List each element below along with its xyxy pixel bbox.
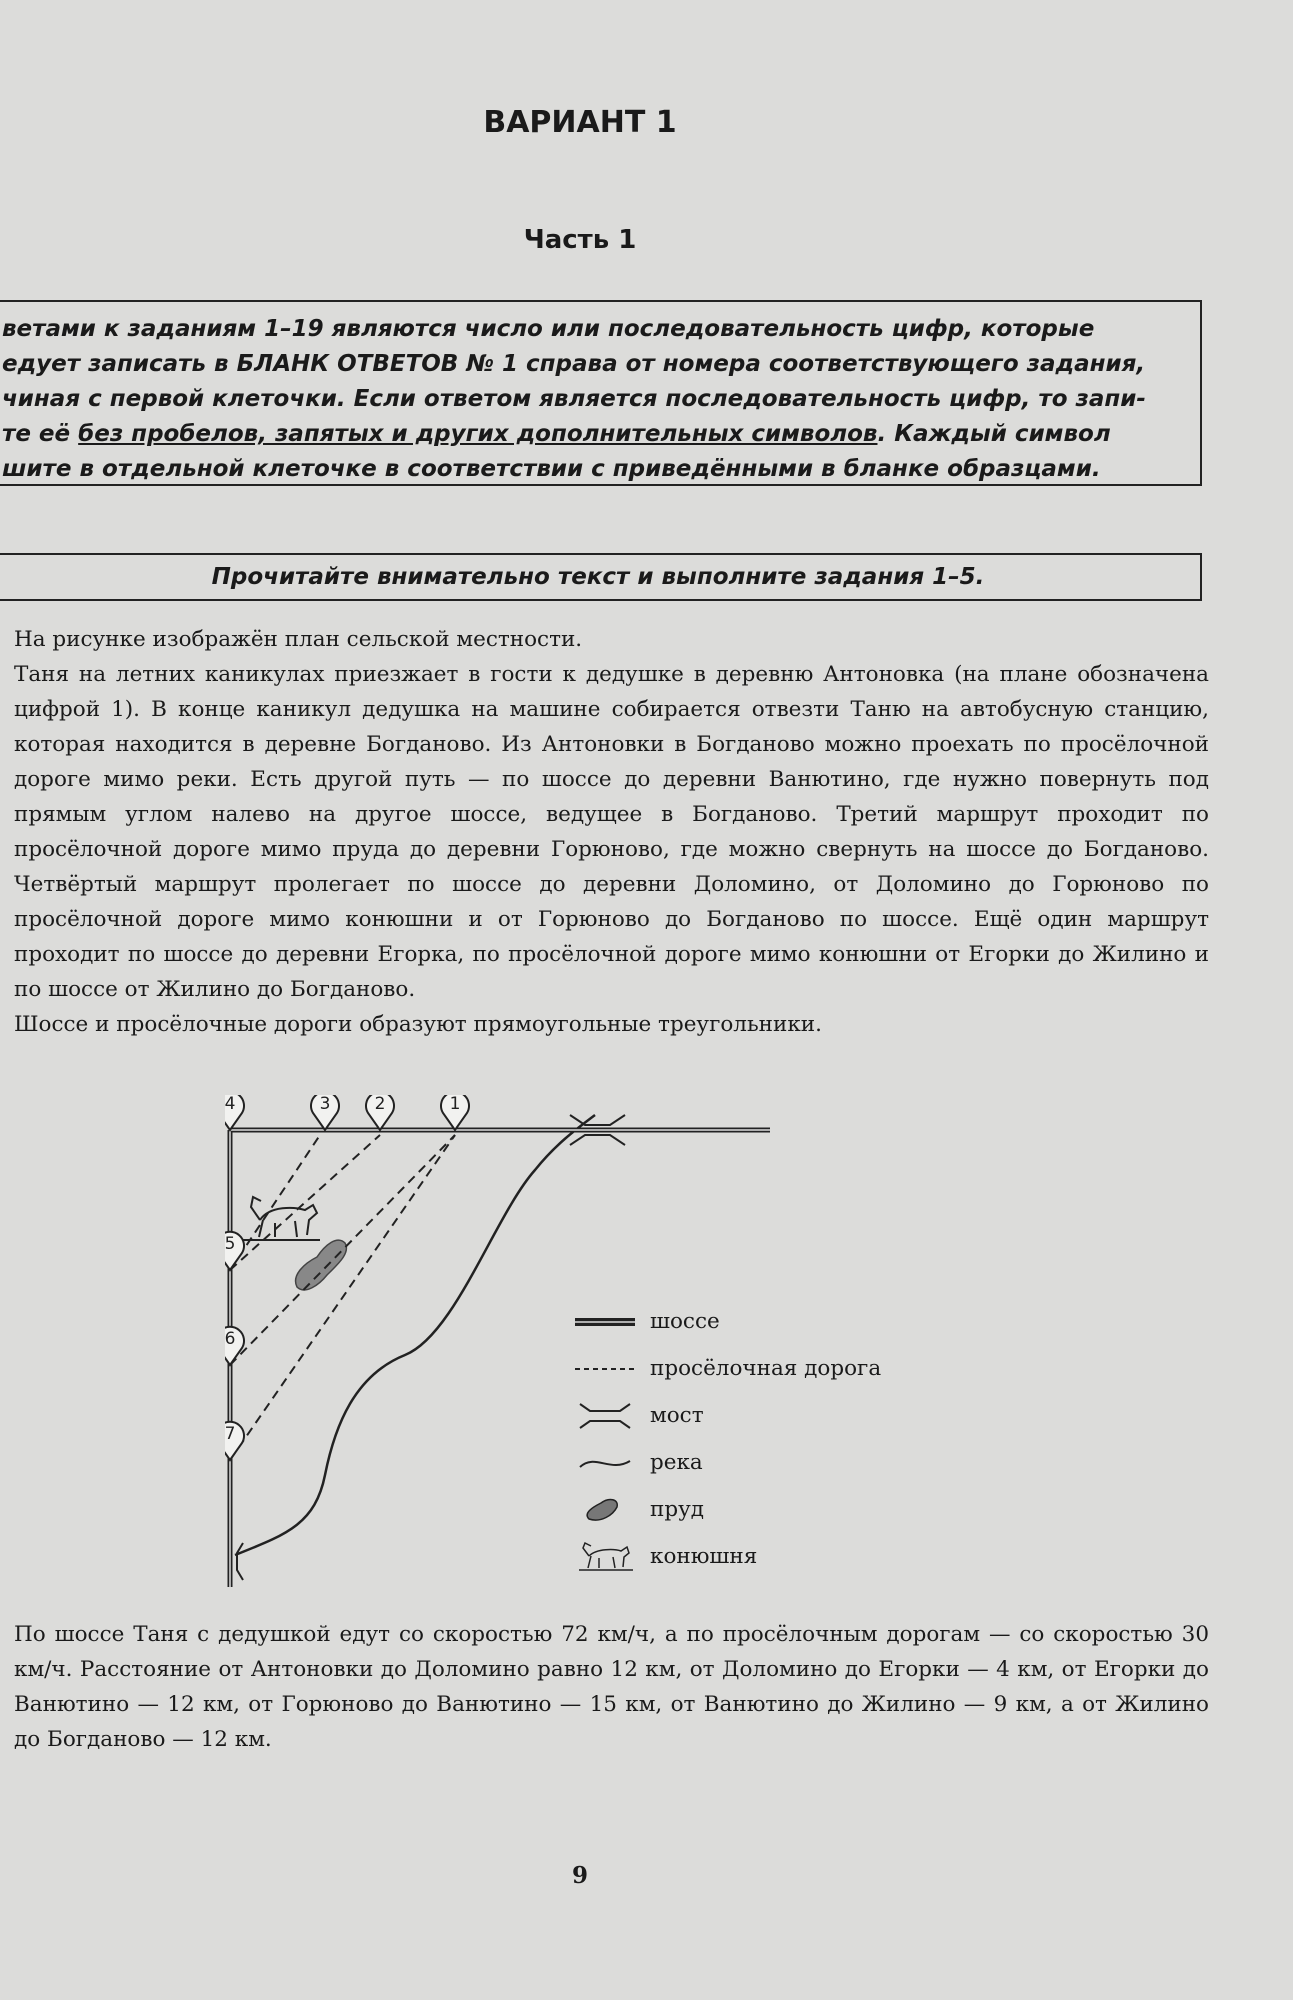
legend-row: [575, 1345, 995, 1392]
stable-legend-icon: [575, 1542, 650, 1572]
instruction-line: чиная с первой клеточки. Если ответом является последовательность цифр, то запи-: [2, 386, 1146, 412]
pond-shape: [296, 1240, 347, 1290]
marker-label: 1: [449, 1095, 461, 1114]
paragraph: Шоссе и просёлочные дороги образуют прямоугольные треугольники.: [14, 1012, 822, 1037]
distances-text: [14, 1617, 1209, 1757]
legend-label: конюшня: [650, 1544, 758, 1569]
legend-label: река: [650, 1450, 703, 1475]
part-title: Часть 1: [523, 225, 637, 255]
marker-3: [311, 1095, 339, 1130]
bridge-icon: [575, 1401, 650, 1431]
paragraph: По шоссе Таня с дедушкой едут со скоростью 72 км/ч, а по просёлочным дорогам — со скоростью 30 км/ч. Расстояние от Антоновки до Доломино равно 12 км, от Доломино до Егорки — 4 км, от Егорки до Ванютино — 12 км, от Горюново до Ванютино — 15 км, от Ванютино до Жилино — 9 км, а от Жилино до Богданово — 12 км.: [14, 1622, 1209, 1752]
marker-label: 3: [319, 1095, 331, 1114]
legend-label: мост: [650, 1403, 704, 1428]
map-legend: [575, 1298, 995, 1580]
legend-label: шоссе: [650, 1309, 720, 1334]
legend-row: [575, 1392, 995, 1439]
task-text: [14, 622, 1209, 1042]
marker-label: 6: [225, 1329, 236, 1349]
marker-label: 4: [225, 1095, 236, 1114]
marker-2: [366, 1095, 394, 1130]
pond-icon: [575, 1495, 650, 1525]
instruction-text: . Каждый символ: [877, 421, 1111, 447]
legend-row: [575, 1533, 995, 1580]
legend-label: просёлочная дорога: [650, 1356, 882, 1381]
instruction-line: едует записать в БЛАНК ОТВЕТОВ № 1 справа от номера соответствующего задания,: [2, 351, 1146, 377]
instruction-line: шите в отдельной клеточке в соответствии с приведёнными в бланке образцами.: [2, 456, 1101, 482]
instruction-text: те её: [2, 421, 79, 447]
dirt-road: [230, 1135, 455, 1460]
highway-icon: [575, 1307, 650, 1337]
stable-icon: [243, 1197, 320, 1240]
river-icon: [575, 1448, 650, 1478]
legend-row: [575, 1486, 995, 1533]
paragraph: Таня на летних каникулах приезжает в гости к дедушке в деревню Антоновка (на плане обозначена цифрой 1). В конце каникул дедушка на машине собирается отвезти Таню на автобусную станцию, которая находится в деревне Богданово. Из Антоновки в Богданово можно проехать по просёлочной дороге мимо реки. Есть другой путь — по шоссе до деревни Ванютино, где нужно повернуть под прямым углом налево на другое шоссе, ведущее в Богданово. Третий маршрут проходит по просёлочной дороге мимо пруда до деревни Горюново, где можно свернуть на шоссе до Богданово. Четвёртый маршрут пролегает по шоссе до деревни Доломино, от Доломино до Горюново по просёлочной дороге мимо конюшни и от Горюново до Богданово по шоссе. Ещё один маршрут проходит по шоссе до деревни Егорка, по просёлочной дороге мимо конюшни от Егорки до Жилино и по шоссе от Жилино до Богданово.: [14, 662, 1209, 1002]
marker-7: [225, 1422, 244, 1460]
marker-4: [225, 1095, 244, 1130]
marker-label: 5: [225, 1234, 236, 1254]
dirt-road-icon: [575, 1354, 650, 1384]
marker-label: 2: [374, 1095, 386, 1114]
legend-row: [575, 1439, 995, 1486]
marker-label: 7: [225, 1424, 236, 1444]
page-number: 9: [571, 1862, 588, 1889]
legend-label: пруд: [650, 1497, 704, 1522]
marker-1: [441, 1095, 469, 1130]
paragraph: На рисунке изображён план сельской местности.: [14, 627, 583, 652]
read-task-box: Прочитайте внимательно текст и выполните задания 1–5.: [0, 553, 1202, 601]
legend-row: [575, 1298, 995, 1345]
instruction-line: [2, 417, 1186, 452]
instruction-line: ветами к заданиям 1–19 являются число или последовательность цифр, которые: [2, 316, 1095, 342]
instruction-box: [0, 300, 1202, 486]
marker-5: [225, 1232, 244, 1270]
variant-title: ВАРИАНТ 1: [483, 105, 677, 140]
marker-6: [225, 1327, 244, 1365]
instruction-underlined: без пробелов, запятых и других дополнительных символов: [78, 421, 878, 447]
